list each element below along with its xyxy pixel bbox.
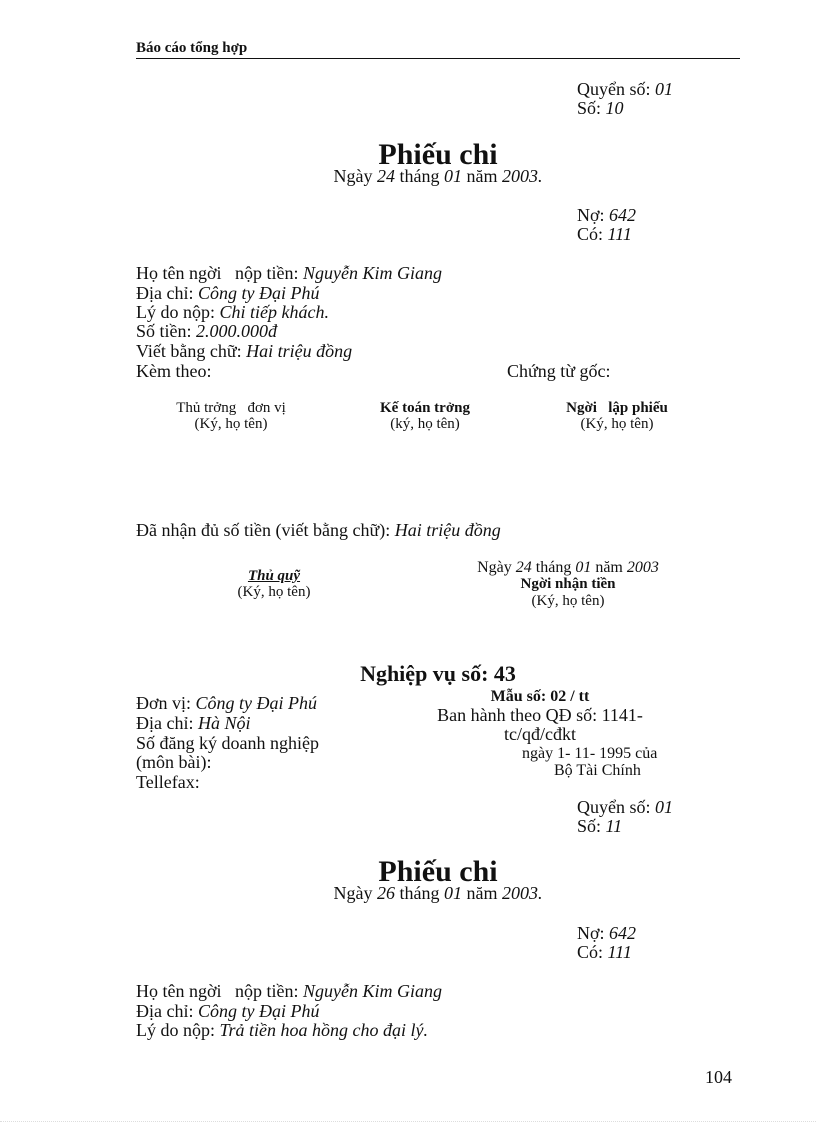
issued-line-4: Bộ Tài Chính xyxy=(554,762,641,779)
credit-label-2: Có: xyxy=(577,942,604,962)
original-docs-label: Chứng từ gốc: xyxy=(507,361,611,381)
issued-line-3: ngày 1- 11- 1995 của xyxy=(522,745,658,762)
debit-label: Nợ: xyxy=(577,205,605,225)
date-month-label: tháng xyxy=(399,166,440,186)
receipt-date-day: 24 xyxy=(515,559,532,576)
address-line xyxy=(136,284,319,303)
address-label-2: Địa chỉ: xyxy=(136,1001,194,1021)
received-label: Đã nhận đủ số tiền (viết bằng chữ): xyxy=(136,520,391,540)
signature-recipient-label: Ngời nhận tiền xyxy=(520,576,616,592)
reason-label-2: Lý do nộp: xyxy=(136,1020,215,1040)
book-number-line-2 xyxy=(577,798,673,817)
registration-label-2: (môn bài): xyxy=(136,752,212,772)
date-year: 2003. xyxy=(502,166,543,186)
payer-line-2 xyxy=(136,982,442,1001)
signature-accountant-note: (ký, họ tên) xyxy=(390,416,460,432)
form-number: Mẫu số: 02 / tt xyxy=(490,688,590,705)
reason-value-2: Trả tiền hoa hồng cho đại lý. xyxy=(219,1020,428,1040)
signature-cashier xyxy=(196,568,352,600)
address-line-2 xyxy=(136,1002,319,1021)
amount-value: 2.000.000đ xyxy=(196,321,278,341)
telefax-label: Tellefax: xyxy=(136,772,200,792)
payer-value-2: Nguyễn Kim Giang xyxy=(303,981,443,1001)
credit-line-2 xyxy=(577,943,632,962)
signature-preparer-note: (Ký, họ tên) xyxy=(580,416,654,432)
receipt-date-month: 01 xyxy=(575,559,592,576)
signature-accountant-label: Kế toán trởng xyxy=(380,400,470,416)
unit-line xyxy=(136,694,317,713)
attached-label: Kèm theo: xyxy=(136,361,212,381)
signature-recipient-note: (Ký, họ tên) xyxy=(531,593,605,609)
debit-line xyxy=(577,206,636,225)
address-label: Địa chỉ: xyxy=(136,283,194,303)
book-number-label-2: Quyển số: xyxy=(577,797,651,817)
received-value: Hai triệu đồng xyxy=(394,520,501,540)
amount-in-words-label: Viết bằng chữ: xyxy=(136,341,242,361)
voucher-date xyxy=(280,167,596,186)
date-year-label-2: năm xyxy=(466,883,498,903)
date-month-2: 01 xyxy=(444,883,462,903)
voucher-number-value: 10 xyxy=(605,98,624,118)
issued-line-2: tc/qđ/cđkt xyxy=(504,724,576,744)
voucher-title: Phiếu chi xyxy=(378,138,498,171)
receipt-date xyxy=(440,559,696,576)
transaction-address-line xyxy=(136,714,251,733)
date-month: 01 xyxy=(444,166,462,186)
debit-label-2: Nợ: xyxy=(577,923,605,943)
receipt-date-year: 2003 xyxy=(626,559,659,576)
date-day-label-2: Ngày xyxy=(333,883,373,903)
signature-cashier-label: Thủ quỹ xyxy=(247,568,301,584)
signature-cashier-note: (Ký, họ tên) xyxy=(237,584,311,600)
date-year-label: năm xyxy=(466,166,498,186)
unit-label: Đơn vị: xyxy=(136,693,192,713)
date-year-2: 2003. xyxy=(502,883,543,903)
signature-recipient xyxy=(440,559,696,610)
payer-line xyxy=(136,264,442,283)
voucher-number-value-2: 11 xyxy=(605,816,623,836)
book-number-label: Quyển số: xyxy=(577,79,651,99)
reason-value: Chi tiếp khách. xyxy=(219,302,329,322)
date-day-label: Ngày xyxy=(333,166,373,186)
reason-line xyxy=(136,303,329,322)
receipt-date-year-label: năm xyxy=(595,559,623,576)
reason-label: Lý do nộp: xyxy=(136,302,215,322)
signature-head-label: Thủ trởng đơn vị xyxy=(176,400,286,416)
transaction-address-value: Hà Nội xyxy=(197,713,251,733)
credit-label: Có: xyxy=(577,224,604,244)
payer-label: Họ tên ngời nộp tiền: xyxy=(136,263,299,283)
date-month-label-2: tháng xyxy=(399,883,440,903)
document-header: Báo cáo tổng hợp xyxy=(136,40,740,59)
receipt-date-day-label: Ngày xyxy=(477,559,512,576)
voucher-number-label-2: Số: xyxy=(577,816,602,836)
signature-preparer xyxy=(522,400,712,432)
unit-value: Công ty Đại Phú xyxy=(195,693,318,713)
page-bottom-divider xyxy=(0,1121,816,1122)
credit-value: 111 xyxy=(607,224,632,244)
debit-value-2: 642 xyxy=(609,923,637,943)
address-value-2: Công ty Đại Phú xyxy=(197,1001,320,1021)
amount-in-words-line xyxy=(136,342,352,361)
debit-value: 642 xyxy=(609,205,637,225)
payer-value: Nguyễn Kim Giang xyxy=(303,263,443,283)
payer-label-2: Họ tên ngời nộp tiền: xyxy=(136,981,299,1001)
received-line xyxy=(136,521,501,540)
receipt-date-month-label: tháng xyxy=(535,559,572,576)
voucher-title-2: Phiếu chi xyxy=(378,855,498,888)
book-number-value-2: 01 xyxy=(655,797,673,817)
transaction-title: Nghiệp vụ số: 43 xyxy=(360,661,516,686)
amount-line xyxy=(136,322,277,341)
transaction-address-label: Địa chỉ: xyxy=(136,713,194,733)
date-day: 24 xyxy=(377,166,395,186)
date-day-2: 26 xyxy=(377,883,395,903)
registration-label-1: Số đăng ký doanh nghiệp xyxy=(136,733,319,753)
page-number: 104 xyxy=(705,1067,732,1087)
credit-line xyxy=(577,225,632,244)
book-number-line xyxy=(577,80,673,99)
signature-head-note: (Ký, họ tên) xyxy=(194,416,268,432)
address-value: Công ty Đại Phú xyxy=(197,283,320,303)
credit-value-2: 111 xyxy=(607,942,632,962)
voucher-number-label: Số: xyxy=(577,98,602,118)
voucher-date-2 xyxy=(280,884,596,903)
voucher-number-line xyxy=(577,99,624,118)
reason-line-2 xyxy=(136,1021,428,1040)
book-number-value: 01 xyxy=(655,79,673,99)
amount-in-words-value: Hai triệu đồng xyxy=(246,341,353,361)
signature-head xyxy=(136,400,326,432)
debit-line-2 xyxy=(577,924,636,943)
signature-preparer-label: Ngời lập phiếu xyxy=(566,400,668,416)
amount-label: Số tiền: xyxy=(136,321,192,341)
voucher-number-line-2 xyxy=(577,817,622,836)
signature-accountant xyxy=(330,400,520,432)
issued-line-1: Ban hành theo QĐ số: 1141- xyxy=(437,705,643,725)
